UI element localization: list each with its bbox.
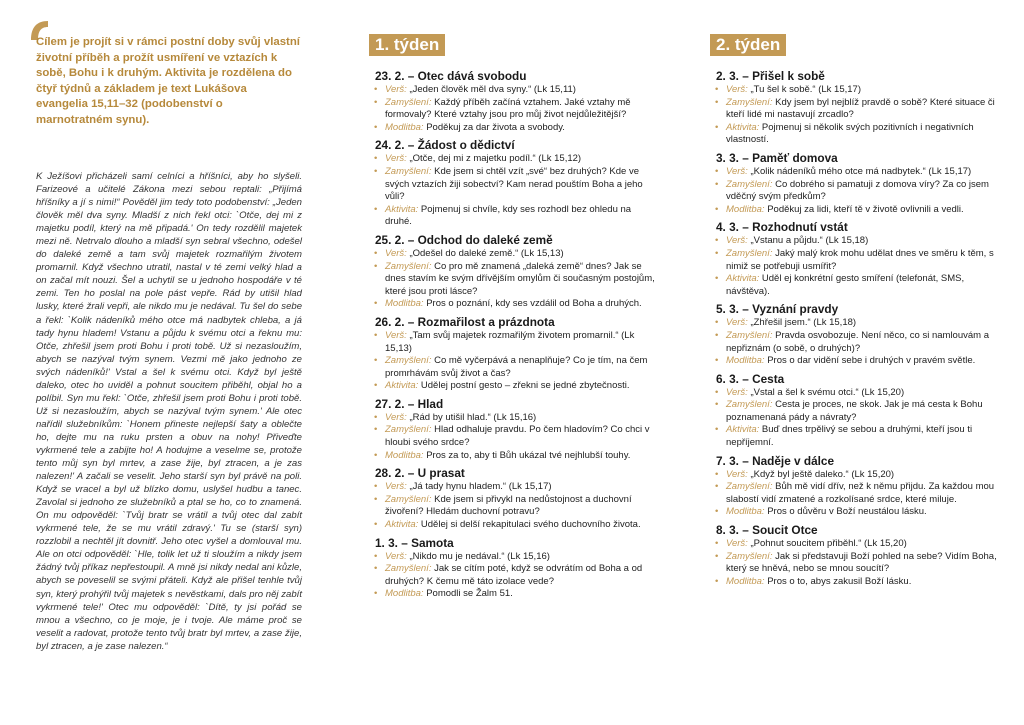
day-line <box>713 97 997 122</box>
line-label: Modlitba: <box>726 506 765 518</box>
line-label: Aktivita: <box>726 273 760 285</box>
day-line <box>713 166 997 179</box>
day-entry <box>710 69 997 147</box>
day-line <box>713 122 997 147</box>
day-title: 4. 3. – Rozhodnutí vstát <box>716 220 848 235</box>
day-line <box>372 355 656 380</box>
day-line <box>713 399 997 424</box>
day-title: 27. 2. – Hlad <box>375 396 444 411</box>
day-entry <box>710 151 997 216</box>
line-label: Verš: <box>726 386 748 398</box>
day-line <box>372 261 656 299</box>
day-line <box>372 563 656 588</box>
line-label: Zamyšlení: <box>385 424 432 436</box>
day-line <box>372 481 656 494</box>
line-label: Modlitba: <box>385 449 424 461</box>
day-line <box>713 538 997 551</box>
line-label: Zamyšlení: <box>726 178 773 190</box>
day-line <box>713 355 997 368</box>
line-label: Aktivita: <box>385 203 419 215</box>
day-entry <box>710 372 997 450</box>
day-line <box>713 387 997 400</box>
day-line <box>372 97 656 122</box>
day-entry <box>710 523 997 588</box>
intro-text: Cílem je projít si v rámci postní doby svůj vlastní životní příběh a prožít usmíření ve vztazích k sobě, Bohu i k druhým. Aktivita je rozdělena do čtyř týdnů a základem je text Lukášova evangelia 15,11–32 (podobenství o marnotratném synu). <box>36 36 300 126</box>
line-text: Buď dnes trpělivý se sebou a druhými, kteří jsou ti nepříjemní. <box>726 424 973 449</box>
day-line <box>713 317 997 330</box>
line-text: Jaký malý krok mohu udělat dnes ve směru k těm, s nimiž se potřebuji usmířit? <box>726 247 994 272</box>
line-label: Verš: <box>385 411 407 423</box>
line-text: Pros o to, abys zakusil Boží lásku. <box>764 575 912 587</box>
day-title: 26. 2. – Rozmařilost a prázdnota <box>375 314 555 329</box>
day-line <box>713 551 997 576</box>
day-line <box>713 330 997 355</box>
line-text: „Vstal a šel k svému otci.“ (Lk 15,20) <box>747 386 905 398</box>
day-title: 23. 2. – Otec dává svobodu <box>375 69 527 83</box>
day-title: 6. 3. – Cesta <box>716 371 785 386</box>
line-label: Verš: <box>726 165 748 177</box>
line-text: „Tam svůj majetek rozmařilým životem promarnil.“ (Lk 15,13) <box>385 329 635 354</box>
line-text: „Kolik nádeníků mého otce má nadbytek.“ (Lk 15,17) <box>747 165 972 177</box>
line-label: Zamyšlení: <box>726 247 773 259</box>
line-text: Pomodli se Žalm 51. <box>423 588 513 600</box>
line-text: Pros za to, aby ti Bůh ukázal tvé nejhlubší touhy. <box>423 449 631 461</box>
day-line <box>372 166 656 204</box>
line-label: Verš: <box>385 84 407 95</box>
day-line <box>372 450 656 463</box>
day-title: 7. 3. – Naděje v dálce <box>716 453 835 468</box>
day-line <box>713 204 997 217</box>
day-title: 24. 2. – Žádost o dědictví <box>375 138 515 153</box>
day-line <box>372 204 656 229</box>
line-label: Modlitba: <box>726 355 765 367</box>
line-label: Zamyšlení: <box>385 355 432 367</box>
day-line <box>372 494 656 519</box>
line-label: Aktivita: <box>385 380 419 392</box>
line-text: Kdy jsem byl nejblíž pravdě o sobě? Které situace či kteří lidé mi nastavují zrcadlo? <box>726 96 995 121</box>
day-line <box>372 298 656 311</box>
line-text: „Odešel do daleké země.“ (Lk 15,13) <box>406 247 564 259</box>
line-text: Pros o dar vidění sebe i druhých v pravém světle. <box>764 355 976 367</box>
line-label: Zamyšlení: <box>726 481 773 493</box>
line-label: Aktivita: <box>726 424 760 436</box>
day-line <box>372 153 656 166</box>
day-entry <box>369 69 656 134</box>
line-text: Uděl ej konkrétní gesto smíření (telefonát, SMS, návštěva). <box>726 273 965 297</box>
line-text: „Jeden člověk měl dva syny.“ (Lk 15,11) <box>406 84 576 95</box>
week-2-column <box>710 34 997 592</box>
day-line <box>372 380 656 393</box>
line-text: Cesta je proces, ne skok. Jak je má cesta k Bohu poznamenaná pády a návraty? <box>726 399 983 423</box>
line-text: Jak si představuji Boží pohled na sebe? Vidím Boha, který se hněvá, nebo se mnou soucítí? <box>726 550 997 575</box>
line-text: Poděkuj za dar života a svobody. <box>423 121 565 133</box>
day-line <box>713 481 997 506</box>
day-title: 8. 3. – Soucit Otce <box>716 523 818 538</box>
day-entry <box>710 220 997 298</box>
line-label: Modlitba: <box>726 575 765 587</box>
line-text: „Vstanu a půjdu.“ (Lk 15,18) <box>747 235 869 247</box>
line-text: Hlad odhaluje pravdu. Po čem hladovím? Co chci v hloubi svého srdce? <box>385 424 650 449</box>
day-line <box>372 330 656 355</box>
line-label: Verš: <box>726 468 748 480</box>
day-line <box>713 273 997 298</box>
line-label: Verš: <box>726 538 748 550</box>
line-text: „Pohnut soucitem přiběhl.“ (Lk 15,20) <box>747 538 907 550</box>
day-line <box>372 84 656 97</box>
line-label: Verš: <box>726 317 748 329</box>
line-label: Zamyšlení: <box>385 563 432 575</box>
day-title: 5. 3. – Vyznání pravdy <box>716 302 839 317</box>
line-text: Co pro mě znamená „daleká země“ dnes? Jak se dnes stavím ke svým dřívějším omylům či současným postojům, které jsou proti lásce? <box>385 260 655 297</box>
line-text: „Já tady hynu hladem.“ (Lk 15,17) <box>406 481 552 493</box>
day-title: 1. 3. – Samota <box>375 535 454 550</box>
line-label: Zamyšlení: <box>385 165 432 177</box>
day-title: 3. 3. – Paměť domova <box>716 150 838 165</box>
line-label: Verš: <box>385 153 407 165</box>
line-text: Co mě vyčerpává a nenaplňuje? Co je tím, na čem promrhávám svůj život a čas? <box>385 355 648 379</box>
day-entry <box>369 233 656 311</box>
day-entry <box>369 466 656 531</box>
line-label: Verš: <box>385 481 407 493</box>
day-line <box>713 235 997 248</box>
week-title: 1. týden <box>369 34 445 56</box>
line-label: Modlitba: <box>385 121 424 133</box>
line-text: Co dobrého si pamatuji z domova víry? Za co jsem vděčný svým předkům? <box>726 178 989 203</box>
line-text: Pojmenuj si několik svých pozitivních i negativních vlastností. <box>726 121 974 146</box>
day-line <box>372 122 656 135</box>
week-title: 2. týden <box>710 34 786 56</box>
line-text: Jak se cítím poté, když se odvrátím od Boha a od druhých? K čemu mě táto izolace vede? <box>385 563 643 587</box>
week-1-column <box>369 34 656 605</box>
line-label: Verš: <box>385 247 407 259</box>
day-line <box>713 506 997 519</box>
line-label: Verš: <box>385 550 407 562</box>
line-text: Kde jsem si chtěl vzít „své“ bez druhých? Kde ve svých vztazích žiji sobectví? Kam nerad pouštím Boha a jeho vůli? <box>385 165 643 203</box>
line-text: Každý příběh začíná vztahem. Jaké vztahy mě formovaly? Které vztahy jsou pro můj život nejdůležitější? <box>385 96 631 121</box>
day-entry <box>710 302 997 367</box>
line-text: „Zhřešil jsem.“ (Lk 15,18) <box>747 317 857 329</box>
line-text: Poděkuj za lidi, kteří tě v životě ovlivnili a vedli. <box>764 203 964 215</box>
line-text: „Tu šel k sobě.“ (Lk 15,17) <box>747 84 861 95</box>
line-text: „Když byl ještě daleko.“ (Lk 15,20) <box>747 468 895 480</box>
line-text: Bůh mě vidí dřív, než k němu přijdu. Za každou mou slabostí vidí zmatené a rozkolísané srdce, které miluje. <box>726 481 995 505</box>
day-entry <box>369 315 656 393</box>
line-text: Udělej postní gesto – zřekni se jedné zbytečnosti. <box>418 380 630 392</box>
line-text: Pros o poznání, kdy ses vzdálil od Boha a druhých. <box>423 298 642 310</box>
day-title: 28. 2. – U prasat <box>375 466 465 481</box>
line-text: Pravda osvobozuje. Není něco, co si namlouvám a nepřiznám (o sobě, o druhých)? <box>726 329 989 354</box>
line-label: Modlitba: <box>385 298 424 310</box>
line-label: Aktivita: <box>385 519 419 531</box>
day-line <box>713 576 997 589</box>
day-line <box>372 551 656 564</box>
line-label: Zamyšlení: <box>726 399 773 411</box>
day-line <box>372 248 656 261</box>
day-entry <box>369 138 656 229</box>
line-label: Zamyšlení: <box>385 260 432 272</box>
line-label: Aktivita: <box>726 121 760 133</box>
line-label: Modlitba: <box>385 588 424 600</box>
line-text: „Otče, dej mi z majetku podíl.“ (Lk 15,12) <box>406 153 582 165</box>
line-label: Zamyšlení: <box>385 493 432 505</box>
line-label: Verš: <box>726 235 748 247</box>
day-line <box>372 519 656 532</box>
gospel-text: K Ježíšovi přicházeli samí celníci a hříšníci, aby ho slyšeli. Farizeové a učitelé Zákona mezi sebou reptali: „Přijímá hříšníky a jí s nimi!“ Pověděl jim tedy toto podobenství: „Jeden člověk měl dva syny. Mladší z nich řekl otci: `Otče, dej mi z majetku podíl, který na mě připadá.' On tedy rozdělil majetek mezi ně. Netrvalo dlouho a mladší syn sebral všechno, odešel do daleké země a tam svůj majetek rozmařilým životem promarnil. Když všechno utratil, nastal v té zemi velký hlad a on začal mít nouzi. Šel a uchytil se u jednoho hospodáře v té zemi. Ten ho poslal na pole pást vepře. Rád by utišil hlad lusky, které žrali vepři, ale nikdo mu je nedával. Tu šel do sebe a řekl: `Kolik nádeníků mého otce má nadbytek chleba, a já tady hynu hladem! Vstanu a půjdu k svému otci a řeknu mu: Otče, zhřešil jsem proti Bohu i proti tobě. Už si nezasloužím, abych se nazýval tvým synem. Vezmi mě jako jednoho ze svých nádeníků!' Vstal a šel k svému otci. Když byl ještě daleko, otec ho uviděl a pohnut soucitem přiběhl, objal ho a políbil. Syn mu řekl: `Otče, zhřešil jsem proti Bohu i proti tobě. Už si nezasloužím, abych se nazýval tvým synem.' Ale otec nařídil služebníkům: `Honem přineste nejlepší šaty a oblečte ho, dejte mu na ruku prsten a obuv na nohy! Přiveďte vykrmené tele a zabijte ho! A hodujme a veselme se, protože tento můj syn byl mrtev, a zase žije, byl ztracen, a je zas nalezen!' A začali se veselit. Jeho starší syn byl právě na poli. Když se vracel a byl už blízko domu, uslyšel hudbu a tanec. Zavolal si jednoho ze služebníků a ptal se ho, co to znamená. On mu odpověděl: `Tvůj bratr se vrátil a tvůj otec dal zabít vykrmené tele, že se mu vrátil zdravý.' Tu se (starší syn) rozzlobil a nechtěl jít dovnitř. Jeho otec vyšel a domlouval mu. Ale on otci odpověděl: `Hle, tolik let už ti sloužím a nikdy jsem žádný tvůj příkaz nepřestoupil. A mně jsi nikdy nedal ani kůzle, abych se poveselil se svými přáteli. Když ale přišel tenhle tvůj syn, který prohýřil tvůj majetek s nevěstkami, dals pro něj zabít vykrmené tele!' Otec mu odpověděl: `Dítě, ty jsi pořád se mnou a všechno, co je moje, je i tvoje. Ale máme proč se veselit a radovat, protože tento tvůj bratr byl mrtev, a zase žije, byl ztracen, a je zase nalezen.“ <box>36 171 302 652</box>
day-line <box>713 424 997 449</box>
line-text: „Rád by utišil hlad.“ (Lk 15,16) <box>406 411 537 423</box>
line-label: Zamyšlení: <box>726 329 773 341</box>
line-label: Modlitba: <box>726 203 765 215</box>
line-label: Verš: <box>726 84 748 95</box>
day-line <box>372 424 656 449</box>
day-line <box>713 469 997 482</box>
line-label: Zamyšlení: <box>385 96 432 108</box>
line-text: Kde jsem si přivykl na nedůstojnost a duchovní živoření? Hledám duchovní potravu? <box>385 493 632 518</box>
line-label: Zamyšlení: <box>726 550 773 562</box>
day-line <box>372 588 656 601</box>
day-entry <box>710 454 997 519</box>
day-line <box>713 179 997 204</box>
line-text: Pojmenuj si chvíle, kdy ses rozhodl bez ohledu na druhé. <box>385 203 632 228</box>
day-line <box>713 248 997 273</box>
day-entry <box>369 397 656 462</box>
day-entry <box>369 536 656 601</box>
line-text: „Nikdo mu je nedával.“ (Lk 15,16) <box>406 550 550 562</box>
line-label: Verš: <box>385 329 407 341</box>
line-text: Pros o důvěru v Boží neustálou lásku. <box>764 506 927 518</box>
day-title: 2. 3. – Přišel k sobě <box>716 69 825 83</box>
line-label: Zamyšlení: <box>726 96 773 108</box>
day-title: 25. 2. – Odchod do daleké země <box>375 232 553 247</box>
day-line <box>372 412 656 425</box>
line-text: Udělej si delší rekapitulaci svého duchovního života. <box>418 519 641 531</box>
day-line <box>713 84 997 97</box>
